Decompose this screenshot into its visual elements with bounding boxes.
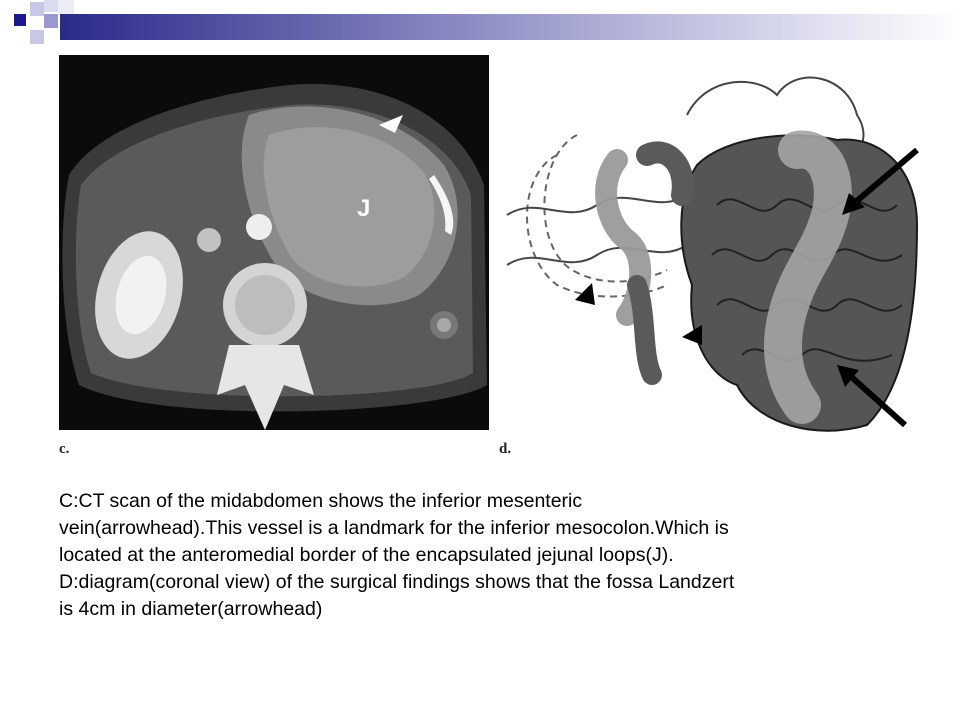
caption-line: is 4cm in diameter(arrowhead) (59, 598, 323, 620)
coronal-diagram (497, 55, 922, 440)
header-gradient-band (60, 14, 960, 40)
caption-line: C:CT scan of the midabdomen shows the inferior mesenteric (59, 490, 583, 512)
caption-line: vein(arrowhead).This vessel is a landmark for the inferior mesocolon.Which is (59, 517, 729, 539)
figure-label-c: c. (59, 441, 70, 457)
ct-scan-image (59, 55, 489, 430)
caption-text (59, 488, 929, 623)
ct-marker-j: J (357, 195, 371, 222)
arrowhead-icon (682, 325, 702, 345)
figure-label-d: d. (499, 441, 512, 457)
caption-line: located at the anteromedial border of the encapsulated jejunal loops(J). (59, 544, 674, 566)
caption-line: D:diagram(coronal view) of the surgical findings shows that the fossa Landzert (59, 571, 735, 593)
arrowhead-icon (575, 283, 595, 305)
